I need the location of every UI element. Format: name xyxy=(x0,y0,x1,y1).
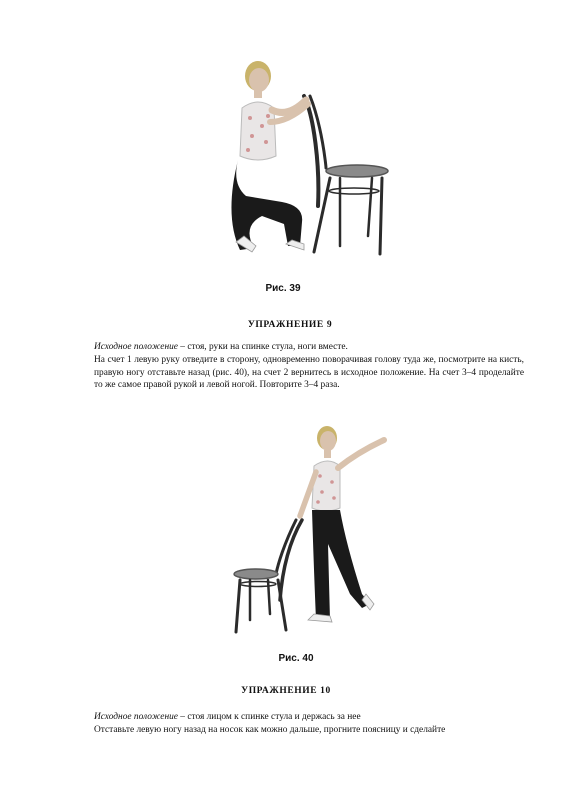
chair-drawing xyxy=(304,96,388,254)
figure-40-caption: Рис. 40 xyxy=(278,653,314,664)
exercise-10-start-position xyxy=(94,711,524,724)
figure-40-illustration xyxy=(228,424,396,636)
exercise-10-body: Отставьте левую ногу назад на носок как можно дальше, прогните поясницу и сделайте xyxy=(94,725,446,735)
start-position-label: Исходное положение xyxy=(94,342,178,352)
exercise-9-body: На счет 1 левую руку отведите в сторону, одновременно поворачивая голову туда же, посмотрите на кисть, правую ногу отставьте назад (рис. 40), на счет 2 вернитесь в исходное положение. На счет 3–4 проделайте то же самое правой рукой и левой ногой. Повторите 3–4 раза. xyxy=(94,355,524,391)
exercise-10-heading: УПРАЖНЕНИЕ 10 xyxy=(241,686,331,696)
exercise-9-heading: УПРАЖНЕНИЕ 9 xyxy=(247,320,333,330)
woman-figure xyxy=(231,61,308,252)
chair-drawing xyxy=(234,520,302,632)
start-position-text: – стоя лицом к спинке стула и держась за нее xyxy=(177,712,361,722)
figure-39-illustration xyxy=(222,56,398,262)
start-position-label: Исходное положение xyxy=(94,712,178,722)
woman-figure xyxy=(300,426,384,622)
figure-39-caption: Рис. 39 xyxy=(265,283,301,294)
exercise-9-start-position xyxy=(94,341,524,354)
start-position-text: – стоя, руки на спинке стула, ноги вместе. xyxy=(177,342,348,352)
